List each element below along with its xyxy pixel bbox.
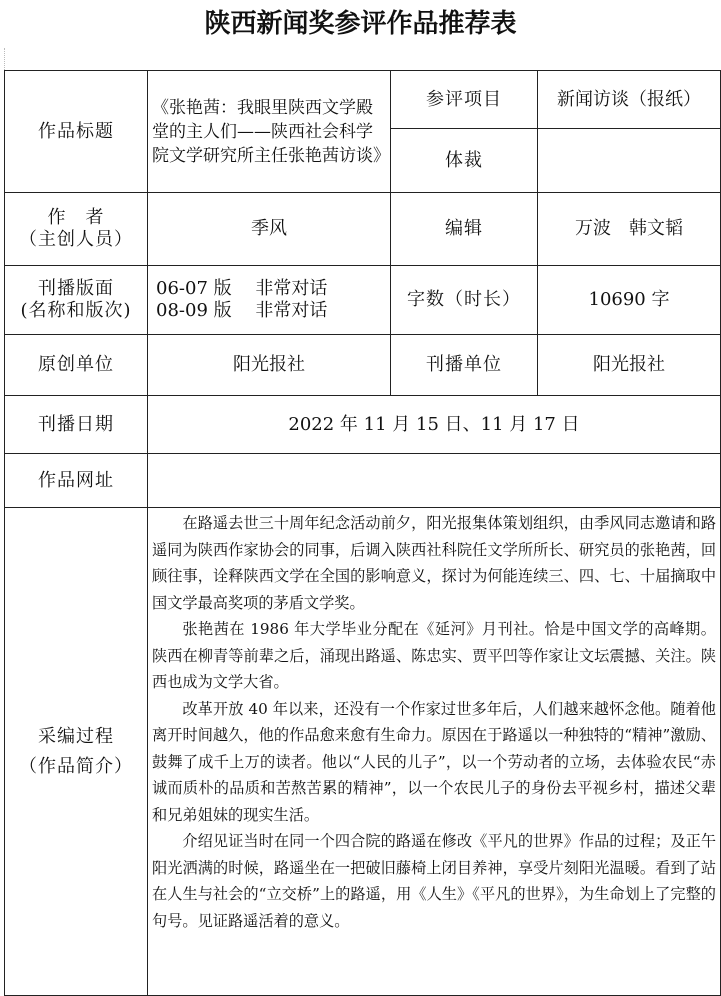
genre-label: 体裁 xyxy=(391,129,538,193)
layout-label xyxy=(5,266,148,335)
date-label: 刊播日期 xyxy=(5,396,148,454)
author-label-line1: 作 者 xyxy=(47,207,105,228)
author-label-line2: （主创人员） xyxy=(19,229,133,250)
editor-value: 万波 韩文韬 xyxy=(538,193,721,266)
process-label-line1: 采编过程 xyxy=(38,725,114,747)
intro-paragraph: 改革开放 40 年以来，还没有一个作家过世多年后，人们越来越怀念他。随着他离开时间越久，他的作品愈来愈有生命力。原因在于路遥以一种独特的“精神”激励、鼓舞了成千上万的读者。他以“人民的儿子”，以一个劳动者的立场，去体验农民“赤诚而质朴的品质和苦熬苦累的精神”，以一个农民儿子的身份去平视乡村，描述父辈和兄弟姐妹的现实生活。 xyxy=(152,699,716,824)
recommendation-form-table xyxy=(4,70,721,996)
intro-paragraph: 介绍见证当时在同一个四合院的路遥在修改《平凡的世界》作品的过程；及正午阳光洒满的时候，路遥坐在一把破旧藤椅上闭目养神，享受片刻阳光温暖。看到了站在人生与社会的“立交桥”上的路遥，用《人生》《平凡的世界》，为生命划上了完整的句号。见证路遥活着的意义。 xyxy=(152,832,716,930)
layout-label-line2: (名称和版次) xyxy=(20,300,132,321)
category-label: 参评项目 xyxy=(391,71,538,129)
process-label xyxy=(5,508,148,996)
origin-label: 原创单位 xyxy=(5,335,148,396)
wordcount-label: 字数（时长） xyxy=(391,266,538,335)
intro-paragraph: 在路遥去世三十周年纪念活动前夕，阳光报集体策划组织，由季风同志邀请和路遥同为陕西作家协会的同事，后调入陕西社科院任文学所所长、研究员的张艳茜，回顾往事，诠释陕西文学在全国的影响意义，探讨为何能连续三、四、七、十届摘取中国文学最高奖项的茅盾文学奖。 xyxy=(152,514,716,612)
editor-label: 编辑 xyxy=(391,193,538,266)
url-label: 作品网址 xyxy=(5,454,148,508)
layout-value-line1: 06-07 版 非常对话 xyxy=(156,278,328,299)
publisher-value: 阳光报社 xyxy=(538,335,721,396)
form-title: 陕西新闻奖参评作品推荐表 xyxy=(204,9,517,39)
layout-value-line2: 08-09 版 非常对话 xyxy=(156,300,328,321)
layout-value xyxy=(148,266,391,335)
publisher-label: 刊播单位 xyxy=(391,335,538,396)
author-label xyxy=(5,193,148,266)
category-value: 新闻访谈（报纸） xyxy=(538,71,721,129)
date-value: 2022 年 11 月 15 日、11 月 17 日 xyxy=(148,396,721,454)
work-title-value: 《张艳茜：我眼里陕西文学殿堂的主人们——陕西社会科学院文学研究所主任张艳茜访谈》 xyxy=(148,71,391,193)
process-intro xyxy=(148,508,721,996)
origin-value: 阳光报社 xyxy=(148,335,391,396)
work-title-label: 作品标题 xyxy=(5,71,148,193)
genre-value xyxy=(538,129,721,193)
author-value: 季风 xyxy=(148,193,391,266)
page-edge-marker xyxy=(4,48,6,70)
process-label-line2: （作品简介） xyxy=(19,755,133,777)
wordcount-value: 10690 字 xyxy=(538,266,721,335)
intro-paragraph: 张艳茜在 1986 年大学毕业分配在《延河》月刊社。恰是中国文学的高峰期。陕西在柳青等前辈之后，涌现出路遥、陈忠实、贾平凹等作家让文坛震撼、关注。陕西也成为文学大省。 xyxy=(152,620,716,691)
layout-label-line1: 刊播版面 xyxy=(38,278,114,299)
url-value xyxy=(148,454,721,508)
